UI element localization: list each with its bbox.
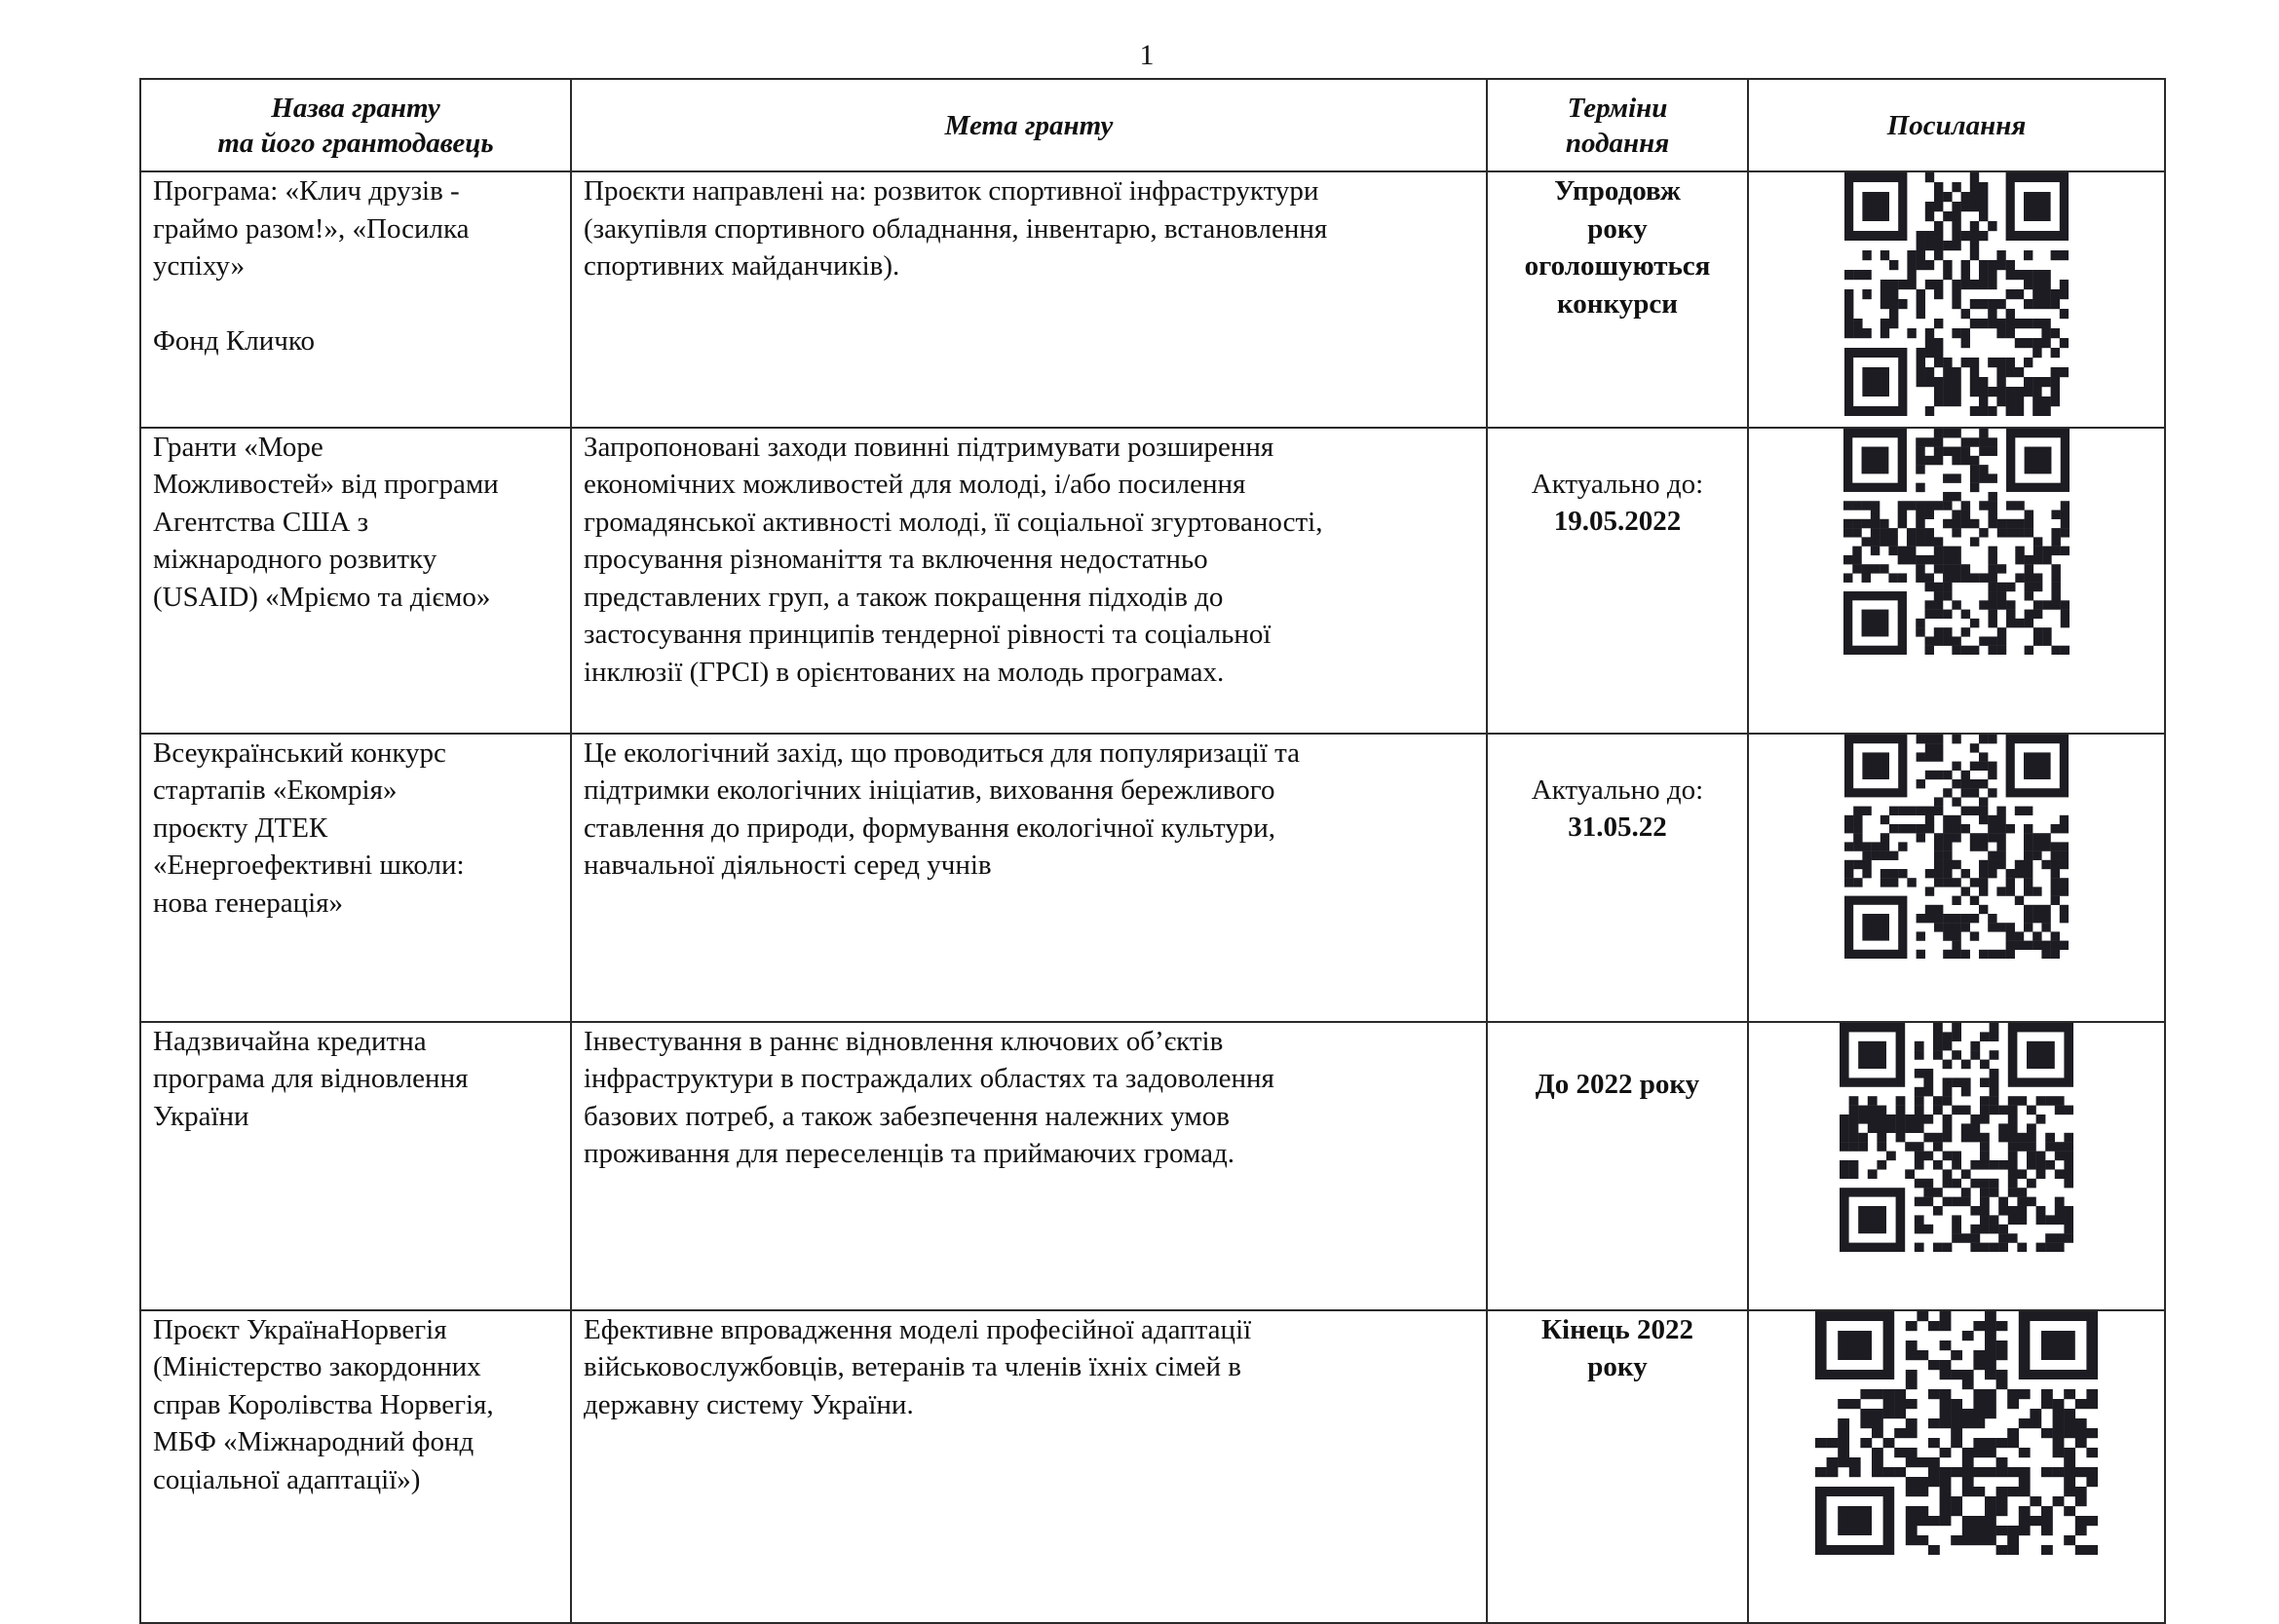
header-terms-line1: Терміни bbox=[1567, 92, 1668, 124]
terms-label: Актуально до: bbox=[1531, 774, 1704, 806]
grant-name-line: проєкту ДТЕК bbox=[153, 812, 328, 844]
grant-name-line: Програма: «Клич друзів - bbox=[153, 175, 460, 207]
grant-goal-cell bbox=[571, 734, 1487, 1022]
grant-goal-line: інклюзії (ГРСІ) в орієнтованих на молодь програмах. bbox=[584, 656, 1225, 688]
grant-name-line: міжнародного розвитку bbox=[153, 544, 437, 575]
terms-deadline: Упродовж bbox=[1554, 175, 1681, 207]
grant-goal-line: застосування принципів тендерної рівності та соціальної bbox=[584, 619, 1272, 650]
grant-name-line: Проєкт УкраїнаНорвегія bbox=[153, 1313, 447, 1345]
submission-terms-cell bbox=[1487, 734, 1748, 1022]
grant-goal-cell bbox=[571, 1022, 1487, 1310]
grant-goal-line: громадянської активності молоді, її соціальної згуртованості, bbox=[584, 506, 1323, 538]
link-cell bbox=[1748, 428, 2165, 734]
grant-goal-line: Запропоновані заходи повинні підтримувати розширення bbox=[584, 431, 1274, 463]
grant-goal-line: Ефективне впровадження моделі професійної адаптації bbox=[584, 1313, 1252, 1345]
terms-deadline: 19.05.2022 bbox=[1553, 506, 1682, 537]
grant-name-cell bbox=[140, 1310, 571, 1623]
terms-deadline: конкурси bbox=[1556, 287, 1679, 320]
table-row bbox=[140, 1022, 2165, 1310]
grant-name-line: соціальної адаптації») bbox=[153, 1463, 421, 1495]
qr-code-graphic bbox=[1844, 735, 2069, 959]
header-grant-goal: Мета гранту bbox=[571, 79, 1487, 171]
grant-goal-line: економічних можливостей для молоді, і/або посилення bbox=[584, 469, 1246, 500]
table-header-row bbox=[140, 79, 2165, 171]
spacer bbox=[153, 285, 558, 322]
link-cell bbox=[1748, 734, 2165, 1022]
grant-name-cell bbox=[140, 734, 571, 1022]
header-link: Посилання bbox=[1748, 79, 2165, 171]
terms-deadline: 31.05.22 bbox=[1568, 812, 1667, 843]
qr-code-graphic bbox=[1843, 429, 2070, 655]
grant-goal-line: проживання для переселенців та приймаючих громад. bbox=[584, 1138, 1234, 1169]
grant-name-line: (Міністерство закордонних bbox=[153, 1351, 481, 1382]
grant-name-line: України bbox=[153, 1100, 249, 1132]
terms-deadline: Кінець 2022 bbox=[1541, 1313, 1693, 1345]
grant-goal-line: Проєкти направлені на: розвиток спортивної інфраструктури bbox=[584, 175, 1319, 207]
grant-name-line: справ Королівства Норвегія, bbox=[153, 1388, 494, 1420]
grant-name-line: МБФ «Міжнародний фонд bbox=[153, 1426, 475, 1457]
grantor-name: Фонд Кличко bbox=[153, 324, 315, 357]
grant-name-line: Агентства США з bbox=[153, 506, 369, 538]
header-terms bbox=[1487, 79, 1748, 171]
grant-name-line: програма для відновлення bbox=[153, 1063, 469, 1094]
grant-name-cell bbox=[140, 1022, 571, 1310]
qr-code-icon[interactable] bbox=[1844, 172, 2069, 427]
grant-name-line: нова генерація» bbox=[153, 887, 344, 919]
grant-goal-line: (закупівля спортивного обладнання, інвентарю, встановлення bbox=[584, 212, 1328, 245]
submission-terms-cell bbox=[1487, 428, 1748, 734]
header-terms-line2: подання bbox=[1565, 127, 1670, 159]
submission-terms-cell bbox=[1487, 171, 1748, 428]
qr-code-graphic bbox=[1844, 172, 2069, 416]
grant-goal-line: представлених груп, а також покращення підходів до bbox=[584, 581, 1224, 613]
qr-code-icon[interactable] bbox=[1840, 1023, 2073, 1263]
grant-name-line: Гранти «Море bbox=[153, 431, 323, 463]
grant-goal-line: Інвестування в раннє відновлення ключових об’єктів bbox=[584, 1025, 1224, 1057]
table-row bbox=[140, 1310, 2165, 1623]
qr-code-icon[interactable] bbox=[1843, 429, 2070, 665]
grant-goal-cell bbox=[571, 1310, 1487, 1623]
table-row bbox=[140, 428, 2165, 734]
submission-terms-cell bbox=[1487, 1310, 1748, 1623]
qr-code-graphic bbox=[1815, 1311, 2098, 1555]
table-row bbox=[140, 171, 2165, 428]
qr-code-graphic bbox=[1840, 1023, 2073, 1252]
link-cell bbox=[1748, 1310, 2165, 1623]
qr-code-icon[interactable] bbox=[1815, 1311, 2098, 1566]
grant-goal-line: військовослужбовців, ветеранів та членів їхніх сімей в bbox=[584, 1351, 1241, 1382]
header-grant-name-line1: Назва гранту bbox=[271, 92, 440, 124]
grant-goal-line: державну систему України. bbox=[584, 1388, 914, 1420]
header-grant-name bbox=[140, 79, 571, 171]
grant-goal-cell bbox=[571, 428, 1487, 734]
terms-label: Актуально до: bbox=[1531, 468, 1704, 500]
terms-deadline: року bbox=[1587, 212, 1648, 245]
grant-name-line: Всеукраїнський конкурс bbox=[153, 736, 446, 769]
grant-goal-cell bbox=[571, 171, 1487, 428]
submission-terms-cell bbox=[1487, 1022, 1748, 1310]
terms-deadline: року bbox=[1587, 1351, 1648, 1382]
grant-goal-line: навчальної діяльності серед учнів bbox=[584, 850, 992, 881]
grant-name-line: граймо разом!», «Посилка bbox=[153, 212, 470, 245]
page-number: 1 bbox=[1139, 39, 1155, 71]
grant-name-line: (USAID) «Мріємо та діємо» bbox=[153, 581, 491, 613]
link-cell bbox=[1748, 171, 2165, 428]
grant-name-line: Можливостей» від програми bbox=[153, 469, 499, 500]
grant-name-cell bbox=[140, 171, 571, 428]
terms-deadline: До 2022 року bbox=[1535, 1068, 1700, 1100]
grant-goal-line: базових потреб, а також забезпечення належних умов bbox=[584, 1100, 1230, 1132]
grant-goal-line: підтримки екологічних ініціатив, виховання бережливого bbox=[584, 774, 1275, 806]
grant-goal-line: інфраструктури в постраждалих областях та задоволення bbox=[584, 1063, 1274, 1094]
grant-name-line: стартапів «Екомрія» bbox=[153, 774, 398, 806]
terms-deadline: оголошуються bbox=[1524, 250, 1711, 282]
header-grant-name-line2: та його грантодавець bbox=[217, 127, 494, 159]
grants-table bbox=[139, 78, 2166, 1624]
qr-code-icon[interactable] bbox=[1844, 735, 2069, 969]
grant-name-line: Надзвичайна кредитна bbox=[153, 1025, 427, 1057]
grant-name-cell bbox=[140, 428, 571, 734]
grant-goal-line: просування різноманіття та включення недостатньо bbox=[584, 544, 1208, 575]
grant-name-line: «Енергоефективні школи: bbox=[153, 850, 465, 881]
link-cell bbox=[1748, 1022, 2165, 1310]
grant-name-line: успіху» bbox=[153, 250, 246, 282]
grant-goal-line: спортивних майданчиків). bbox=[584, 250, 900, 282]
table-row bbox=[140, 734, 2165, 1022]
grant-goal-line: Це екологічний захід, що проводиться для популяризації та bbox=[584, 736, 1301, 769]
grant-goal-line: ставлення до природи, формування екологічної культури, bbox=[584, 812, 1276, 844]
